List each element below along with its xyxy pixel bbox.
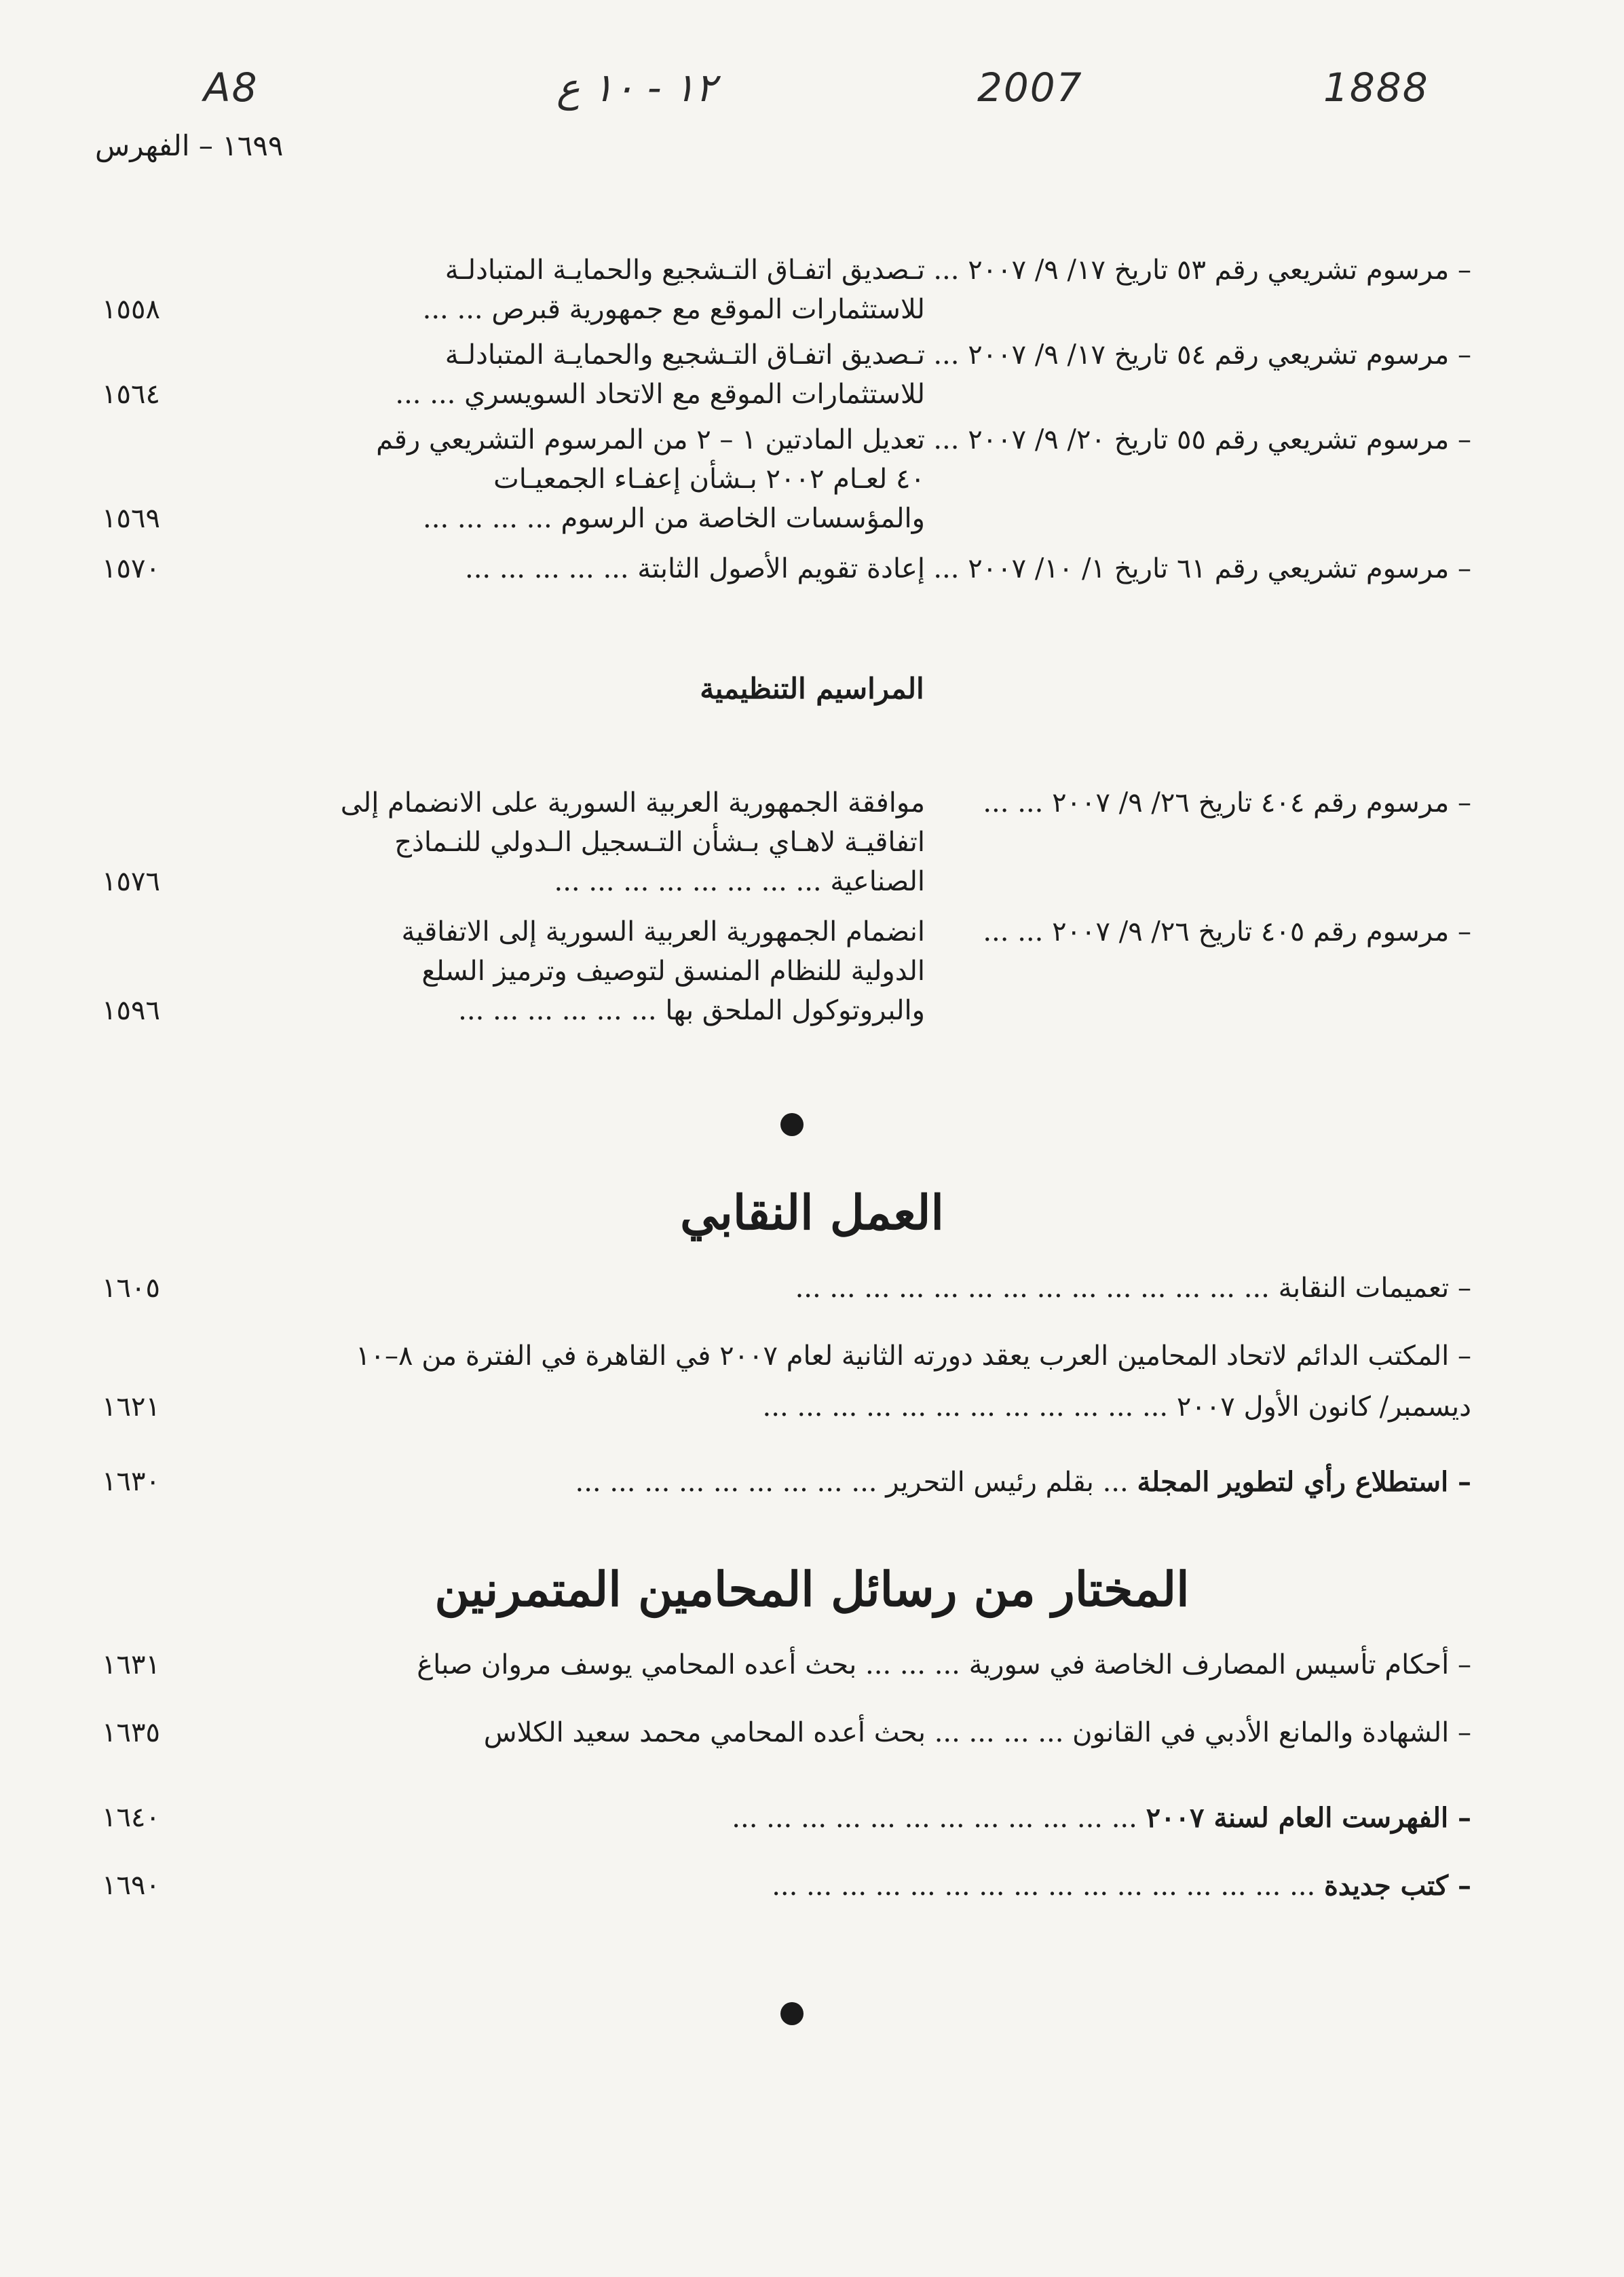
trainee-section-title: المختار من رسائل المحامين المتمرنين [434,1561,1190,1617]
decree-label: – مرسوم تشريعي رقم ٥٣ تاريخ ١٧/ ٩/ ٢٠٠٧ ... [933,255,1471,286]
page-number: ١٥٦٤ [102,379,160,410]
entry-text: ... ... ... ... ... ... ... ... ... ... ... ... [732,1803,1146,1834]
page-number: ١٦٣٥ [102,1717,160,1748]
entry-text: – تعميمات النقابة ... ... ... ... ... ... ... ... ... ... ... ... ... ... [795,1273,1471,1304]
decree-label: – مرسوم تشريعي رقم ٥٤ تاريخ ١٧/ ٩/ ٢٠٠٧ ... [933,339,1471,371]
decree-description-line: الدولية للنظام المنسق لتوصيف وترميز السلع [421,956,925,987]
entry-text: ... بقلم رئيس التحرير ... ... ... ... ... ... ... ... ... [575,1467,1137,1498]
page-number: ١٥٧٠ [102,553,160,584]
entry-bold-title: – كتب جديدة [1323,1870,1471,1902]
page-number: ١٦٤٠ [102,1802,160,1833]
handwritten-serial: 1888 [1323,64,1429,111]
page-header: ١٦٩٩ – الفهرس [95,129,284,162]
page-number: ١٦٠٥ [102,1273,160,1304]
decree-label: – مرسوم تشريعي رقم ٦١ تاريخ ١/ ١٠/ ٢٠٠٧ ... [933,553,1471,584]
section-bullet-end [780,2002,804,2025]
decree-description-line: للاستثمارات الموقع مع جمهورية قبرص ... ... [422,294,925,325]
decree-description-line: موافقة الجمهورية العربية السورية على الانضمام إلى [340,787,925,818]
decree-description-line: والمؤسسات الخاصة من الرسوم ... ... ... ... [423,503,925,534]
decree-description-line: والبروتوكول الملحق بها ... ... ... ... ... ... [458,995,925,1026]
index-entry [356,1340,1471,1372]
decree-description-line: تـصديق اتفـاق التـشجيع والحمايـة المتبادلـة [445,255,925,286]
page-number: ١٦٣١ [102,1649,160,1680]
decree-label: – مرسوم رقم ٤٠٤ تاريخ ٢٦/ ٩/ ٢٠٠٧ ... ... [983,787,1471,818]
page-number: ١٦٣٠ [102,1466,160,1497]
index-entry [772,1870,1471,1902]
decree-description-line: إعادة تقويم الأصول الثابتة ... ... ... ... ... [465,553,925,584]
entry-text: – المكتب الدائم لاتحاد المحامين العرب يعقد دورته الثانية لعام ٢٠٠٧ في القاهرة في الفترة من ٨–١٠ [356,1340,1471,1372]
handwritten-year: 2007 [977,64,1083,111]
index-entry [795,1273,1471,1304]
decree-description-line: تـصديق اتفـاق التـشجيع والحمايـة المتبادلـة [445,339,925,371]
page-number: ١٥٥٨ [102,294,160,325]
entry-text: – أحكام تأسيس المصارف الخاصة في سورية ... ... ... بحث أعده المحامي يوسف مروان صباغ [417,1649,1471,1680]
handwritten-issue-range: ١٢ - ١٠ ع [556,64,717,111]
decree-description-line: ٤٠ لعـام ٢٠٠٢ بـشأن إعفـاء الجمعيـات [493,464,925,495]
entry-text: ديسمبر/ كانون الأول ٢٠٠٧ ... ... ... ... ... ... ... ... ... ... ... ... [762,1391,1471,1423]
page-number: ١٦٩٠ [102,1870,160,1901]
index-entry [417,1649,1471,1680]
page-number: ١٥٧٦ [102,866,160,897]
entry-text: ... ... ... ... ... ... ... ... ... ... ... ... ... ... ... ... [772,1870,1324,1902]
decree-description-line: تعديل المادتين ١ – ٢ من المرسوم التشريعي رقم [376,424,925,455]
section-bullet [780,1113,804,1136]
index-entry [575,1466,1471,1498]
entry-text: – الشهادة والمانع الأدبي في القانون ... ... ... ... بحث أعده المحامي محمد سعيد الكلاس [483,1717,1471,1748]
decree-description-line: انضمام الجمهورية العربية السورية إلى الاتفاقية [401,916,925,947]
page-number: ١٥٦٩ [102,503,160,534]
decree-description-line: للاستثمارات الموقع مع الاتحاد السويسري ... ... [395,379,925,410]
index-entry [732,1802,1471,1834]
bleed-through [1412,475,1420,505]
page-number: ١٦٢١ [102,1391,160,1423]
page-number: ١٥٩٦ [102,995,160,1026]
decree-description-line: اتفاقيـة لاهـاي بـشأن التـسجيل الـدولي للنـماذج [394,827,925,858]
union-section-title: العمل النقابي [680,1184,944,1241]
decree-label: – مرسوم رقم ٤٠٥ تاريخ ٢٦/ ٩/ ٢٠٠٧ ... ... [983,916,1471,947]
decree-label: – مرسوم تشريعي رقم ٥٥ تاريخ ٢٠/ ٩/ ٢٠٠٧ ... [933,424,1471,455]
index-entry [763,1391,1471,1423]
entry-bold-title: – الفهرست العام لسنة ٢٠٠٧ [1146,1802,1471,1834]
handwritten-volume: A8 [204,64,259,111]
entry-bold-title: – استطلاع رأي لتطوير المجلة [1137,1466,1471,1498]
index-entry [484,1717,1471,1748]
regulatory-decrees-heading: المراسيم التنظيمية [700,672,924,705]
decree-description-line: الصناعية ... ... ... ... ... ... ... ... [554,866,925,897]
